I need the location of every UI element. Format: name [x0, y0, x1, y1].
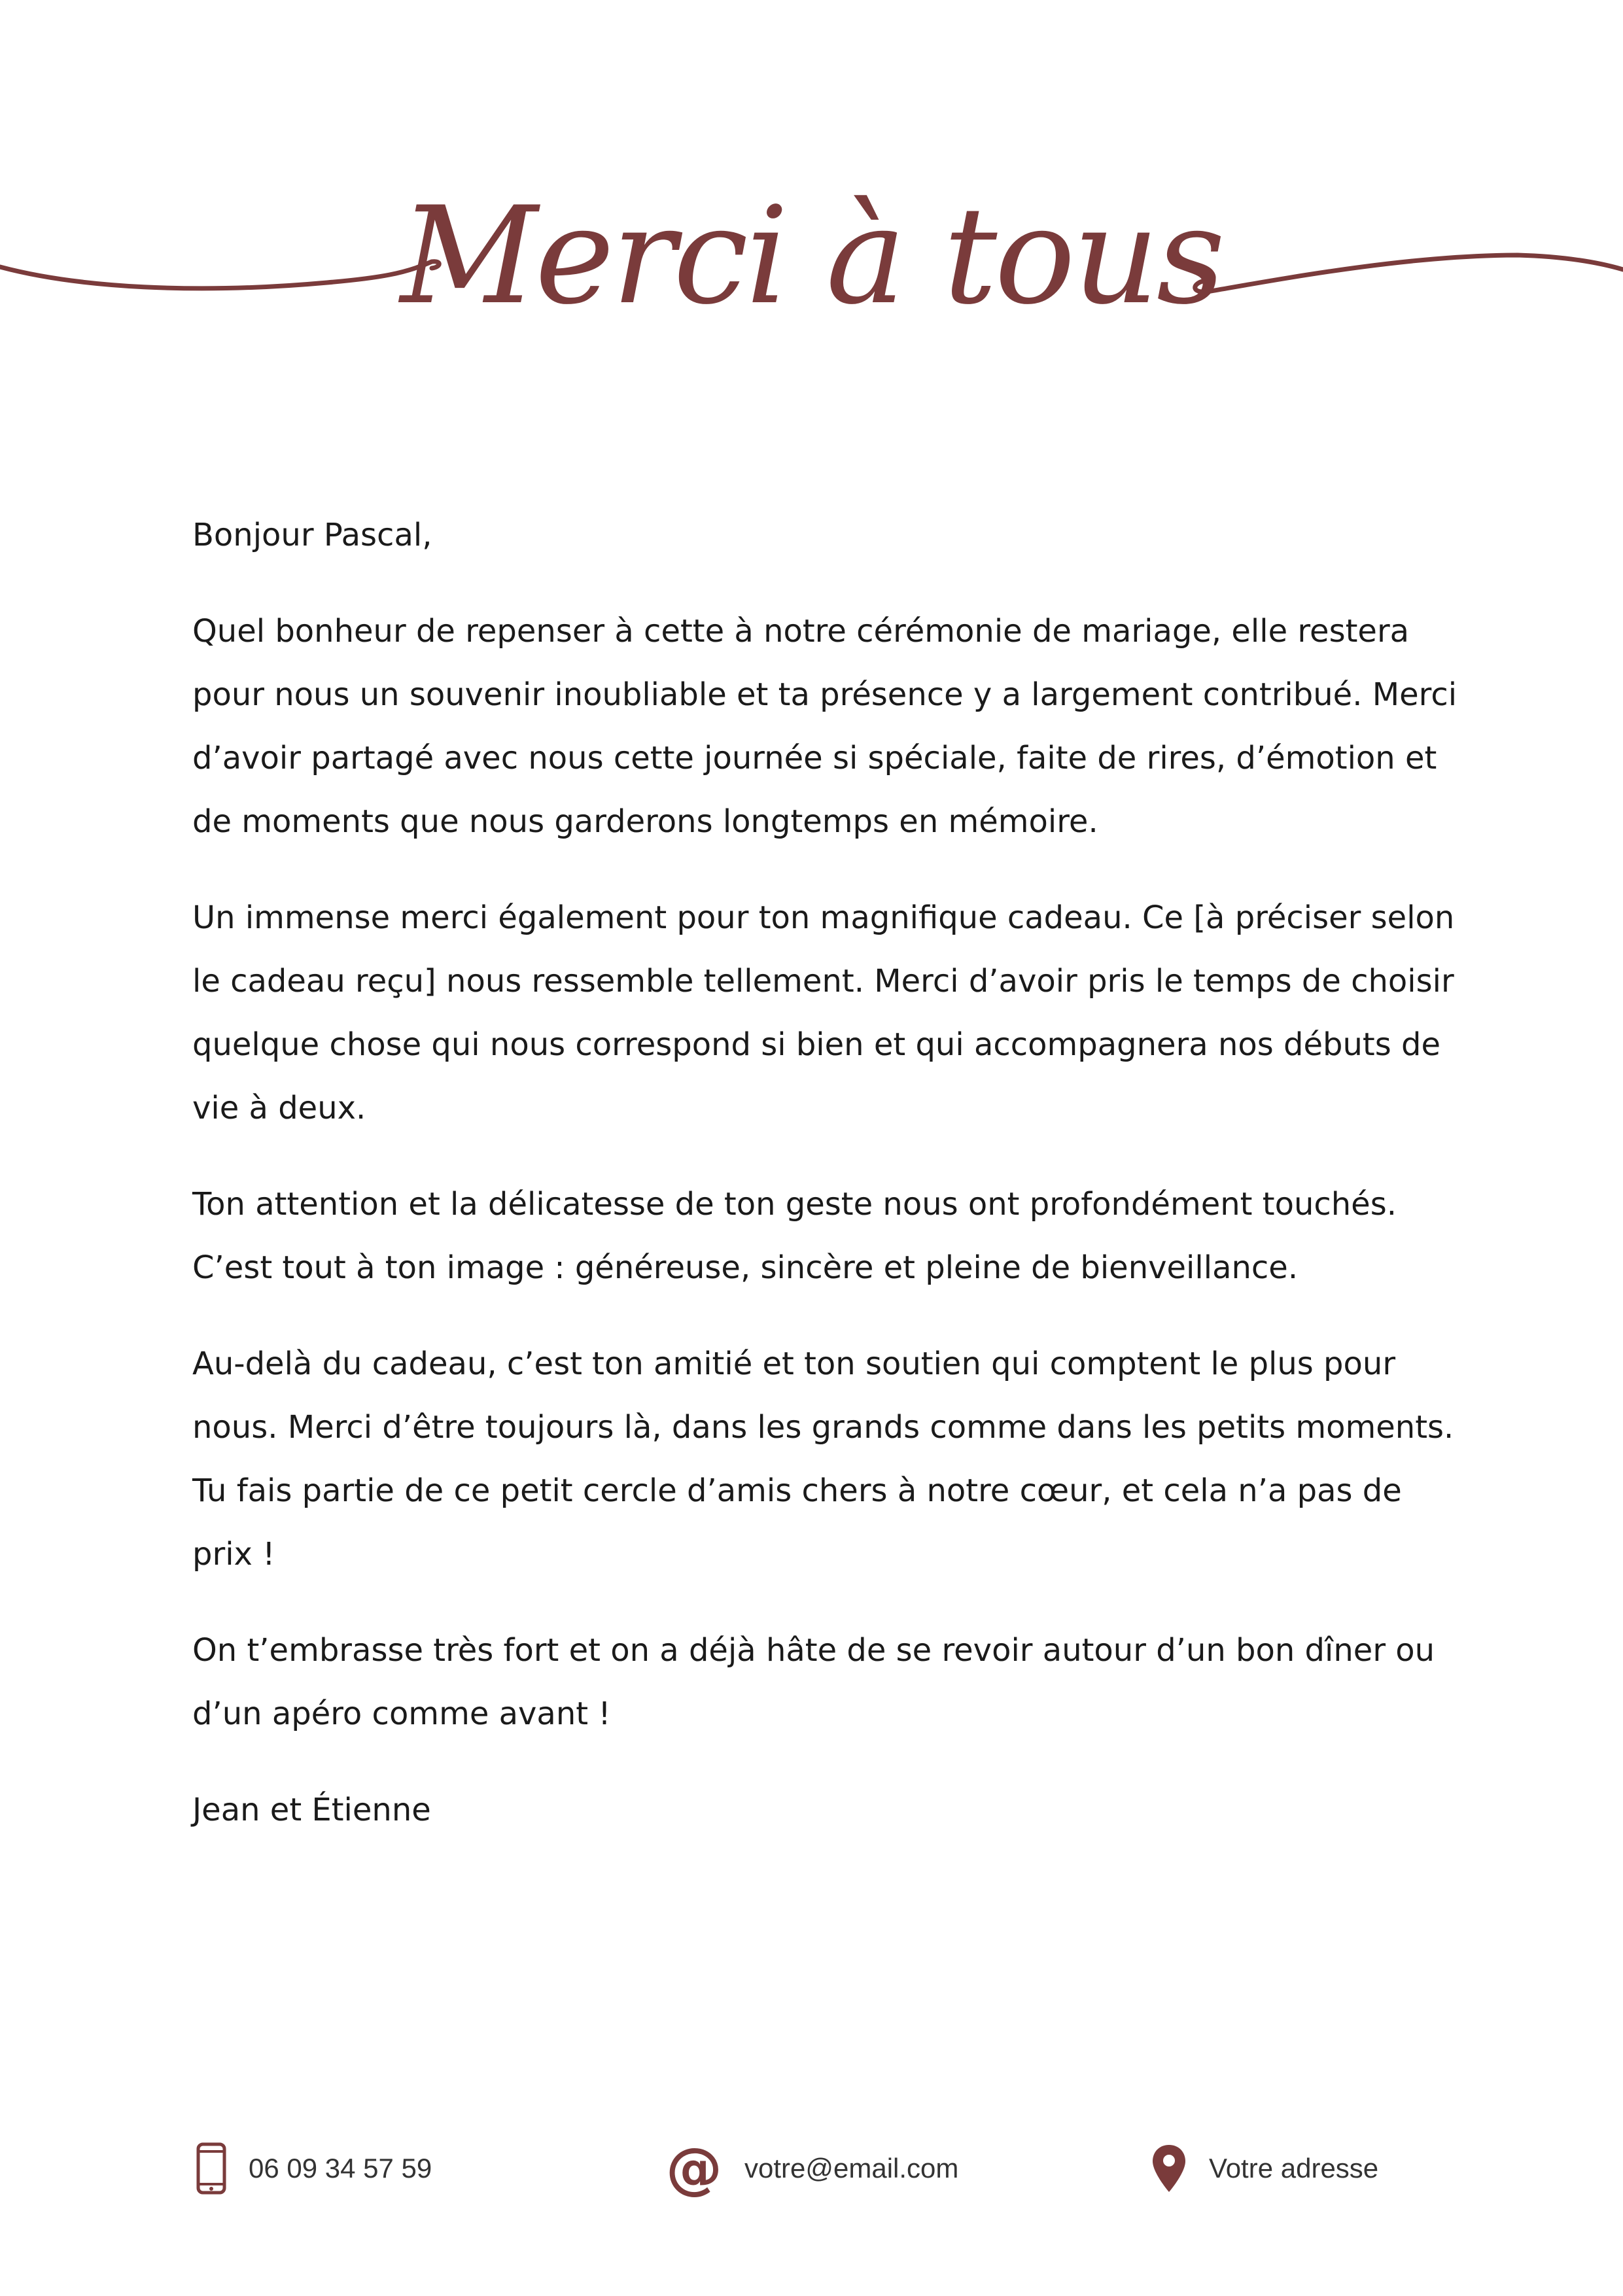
postal-address: Votre adresse — [1209, 2153, 1379, 2183]
paragraph: Au-delà du cadeau, c’est ton amitié et ton soutien qui comptent le plus pour nous. Merci d’être toujours là, dans les grands comme dans les petits moments. Tu fais partie de ce petit cercle d’amis chers à notre cœur, et cela n’a pas de prix ! — [192, 1346, 1454, 1573]
contact-phone — [196, 2132, 432, 2204]
location-pin-icon — [1151, 2144, 1187, 2193]
paragraph: Ton attention et la délicatesse de ton geste nous ont profondément touchés. C’est tout à ton image : généreuse, sincère et pleine de bienveillance. — [192, 1186, 1397, 1286]
contact-email — [666, 2132, 958, 2204]
contact-address — [1151, 2132, 1378, 2204]
at-icon: @ — [666, 2136, 722, 2201]
paragraph: Quel bonheur de repenser à cette à notre cérémonie de mariage, elle restera pour nous un souvenir inoubliable et ta présence y a largement contribué. Merci d’avoir partagé avec nous cette journée si spéciale, faite de rires, d’émotion et de moments que nous garderons longtemps en mémoire. — [192, 613, 1457, 840]
phone-icon — [196, 2142, 226, 2195]
paragraph: On t’embrasse très fort et on a déjà hâte de se revoir autour d’un bon dîner ou d’un apéro comme avant ! — [192, 1632, 1435, 1732]
page-title: Merci à tous — [400, 179, 1223, 334]
email-address: votre@email.com — [744, 2153, 959, 2183]
signature: Jean et Étienne — [192, 1792, 431, 1828]
greeting: Bonjour Pascal, — [192, 517, 432, 553]
phone-number: 06 09 34 57 59 — [249, 2153, 432, 2183]
letter-body — [192, 504, 1461, 1875]
header — [0, 164, 1623, 373]
paragraph: Un immense merci également pour ton magnifique cadeau. Ce [à préciser selon le cadeau reçu] nous ressemble tellement. Merci d’avoir pris le temps de choisir quelque chose qui nous correspond si bien et qui accompagnera nos débuts de vie à deux. — [192, 899, 1455, 1126]
footer-contact-bar — [0, 2132, 1623, 2204]
